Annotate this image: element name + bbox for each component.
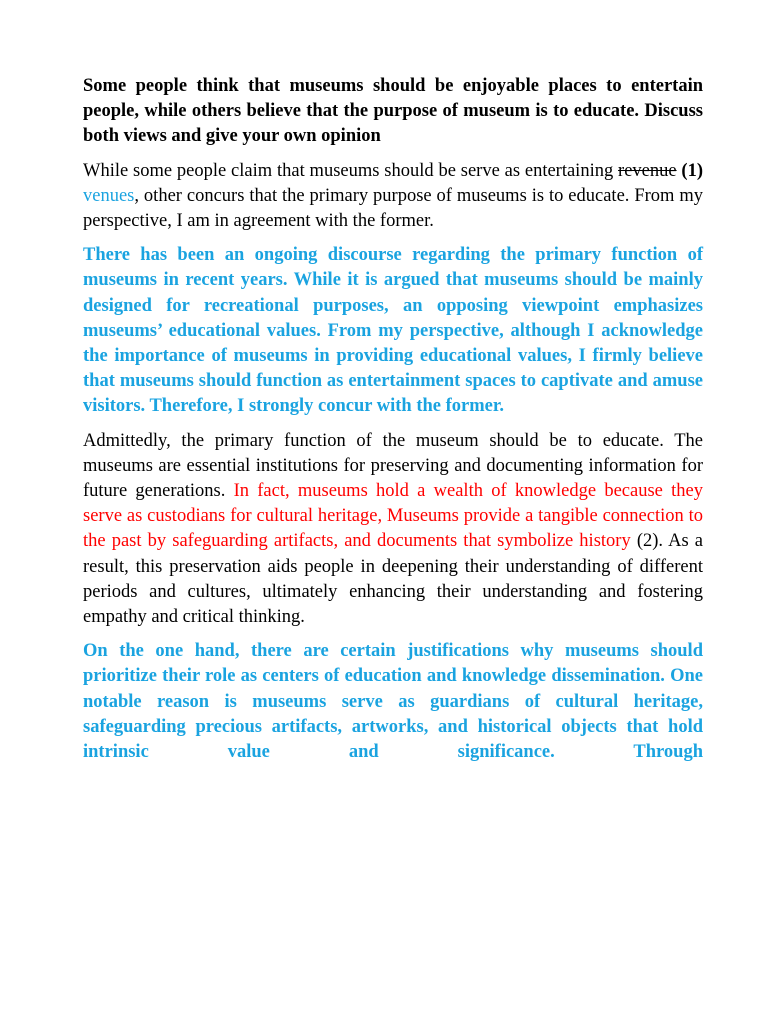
correction-marker-2: (2)	[630, 531, 659, 552]
highlighted-passage: In fact, museums hold a wealth of knowledge because they serve as custodians for cultural heritage, Museums provide a tangible connection to the past by safeguarding artifacts, and documents that symbolize history	[83, 481, 703, 552]
body-revised-paragraph: On the one hand, there are certain justifications why museums should prioritize their role as centers of education and knowledge dissemination. One notable reason is museums serve as guardians of cultural heritage, safeguarding precious artifacts, artworks, and historical objects that hold intrinsic value and significance. Through	[83, 641, 703, 763]
body-original-text-2: . As a result, this preservation aids people in deepening their understanding of different periods and cultures, ultimately enhancing their understanding and fostering empathy and critical thinking.	[83, 531, 703, 628]
intro-original-text-2: , other concurs that the primary purpose of museums is to educate. From my perspective, I am in agreement with the former.	[83, 185, 703, 232]
body-original-paragraph	[83, 429, 703, 631]
struck-word: revenue	[618, 160, 677, 181]
correction-word: venues	[83, 185, 135, 206]
intro-revised-paragraph: There has been an ongoing discourse regarding the primary function of museums in recent years. While it is argued that museums should be mainly designed for recreational purposes, an opposing viewpoint emphasizes museums’ educational values. From my perspective, although I acknowledge the importance of museums in providing educational values, I firmly believe that museums should function as entertainment spaces to captivate and amuse visitors. Therefore, I strongly concur with the former.	[83, 245, 703, 417]
correction-marker-1: (1)	[676, 160, 703, 181]
essay-prompt: Some people think that museums should be enjoyable places to entertain people, while others believe that the purpose of museum is to educate. Discuss both views and give your own opinion	[83, 76, 703, 147]
intro-original-text-1: While some people claim that museums should be serve as entertaining	[83, 160, 619, 181]
document-page	[83, 74, 703, 774]
body-original-text-1: Admittedly, the primary function of the museum should be to educate. The museums are essential institutions for preserving and documenting information for future generations.	[83, 430, 703, 502]
intro-original-paragraph	[83, 159, 703, 235]
